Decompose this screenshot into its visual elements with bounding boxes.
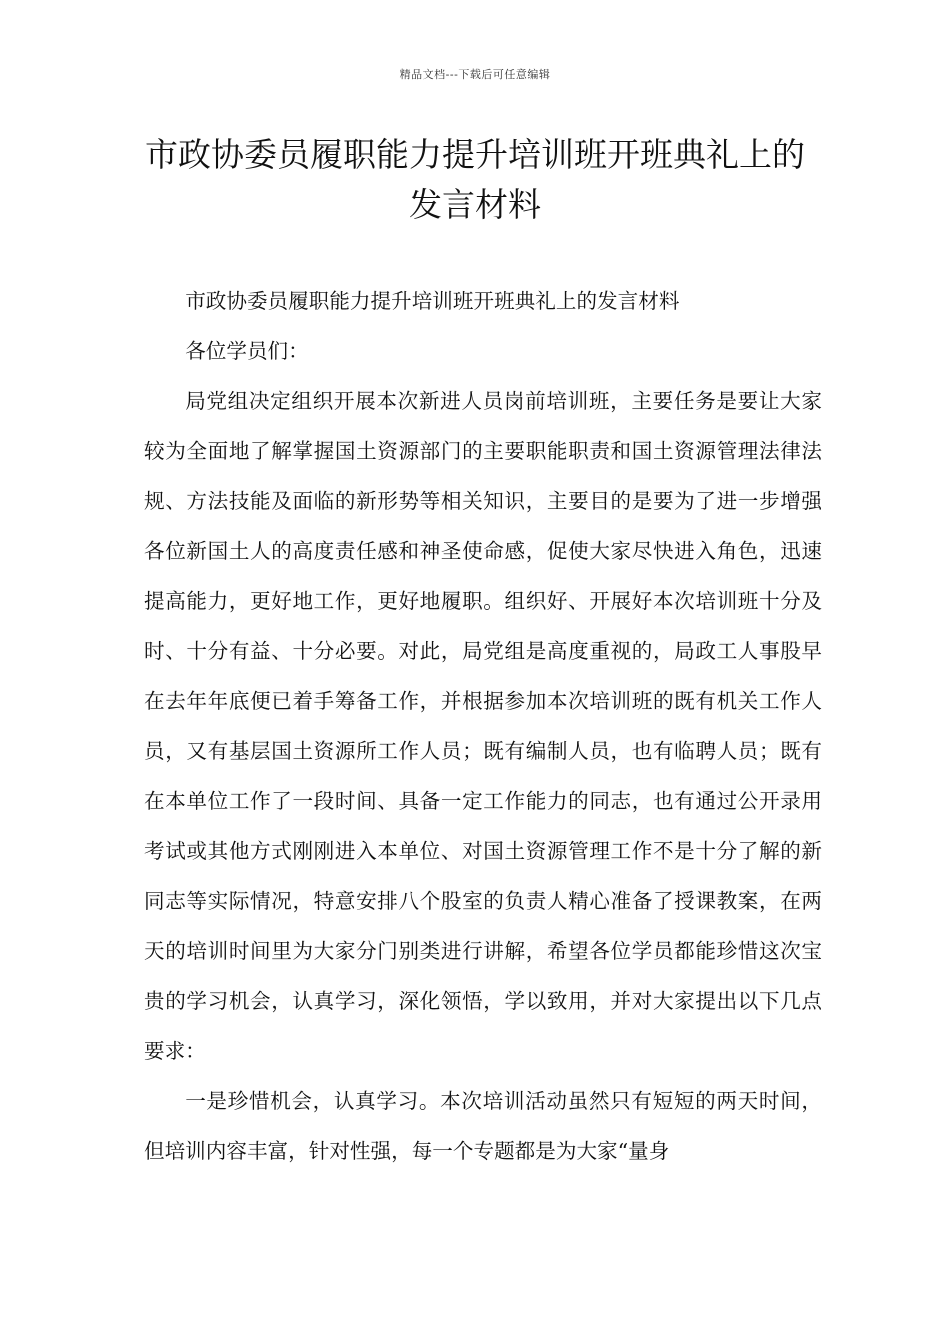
document-title: 市政协委员履职能力提升培训班开班典礼上的发言材料 bbox=[145, 135, 805, 224]
paragraph-main: 局党组决定组织开展本次新进人员岗前培训班，主要任务是要让大家较为全面地了解掌握国土资源部门的主要职能职责和国土资源管理法律法规、方法技能及面临的新形势等相关知识，主要目的是要为了进一步增强各位新国土人的高度责任感和神圣使命感，促使大家尽快进入角色，迅速提高能力，更好地工作，更好地履职。组织好、开展好本次培训班十分及时、十分有益、十分必要。对此，局党组是高度重视的，局政工人事股早在去年年底便已着手筹备工作，并根据参加本次培训班的既有机关工作人员，又有基层国土资源所工作人员；既有编制人员，也有临聘人员；既有在本单位工作了一段时间、具备一定工作能力的同志，也有通过公开录用考试或其他方式刚刚进入本单位、对国土资源管理工作不是十分了解的新同志等实际情况，特意安排八个股室的负责人精心准备了授课教案，在两天的培训时间里为大家分门别类进行讲解，希望各位学员都能珍惜这次宝贵的学习机会，认真学习，深化领悟，学以致用，并对大家提出以下几点要求： bbox=[144, 389, 822, 1063]
header-note: 精品文档---下载后可任意编辑 bbox=[399, 68, 551, 81]
document-body bbox=[144, 276, 822, 1176]
paragraph-salutation: 各位学员们： bbox=[185, 339, 309, 363]
paragraph-subtitle: 市政协委员履职能力提升培训班开班典礼上的发言材料 bbox=[185, 289, 680, 313]
paragraph-point-one: 一是珍惜机会，认真学习。本次培训活动虽然只有短短的两天时间，但培训内容丰富，针对性强，每一个专题都是为大家“量身 bbox=[144, 1089, 822, 1163]
